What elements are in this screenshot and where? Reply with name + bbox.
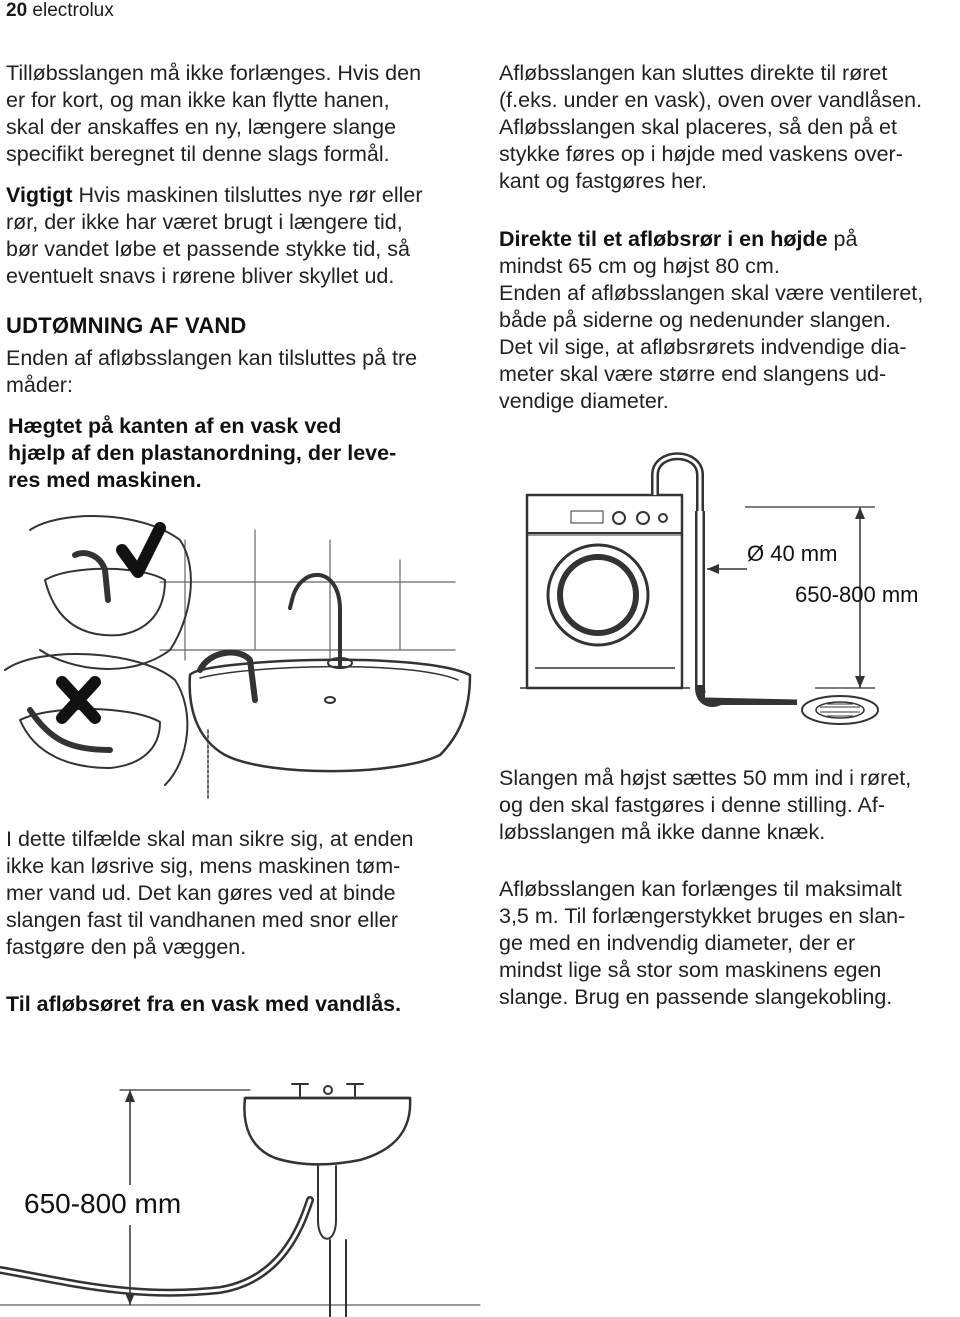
drain-pipe: [318, 1166, 336, 1220]
washing-machine-illustration: [515, 445, 955, 745]
sink-basin: [244, 1098, 410, 1164]
machine-height-label: 650-800 mm: [795, 582, 919, 607]
cross-icon: [62, 682, 95, 718]
section-heading: UDTØMNING AF VAND: [6, 313, 247, 338]
page-header: [6, 0, 114, 22]
secure-hose-paragraph: I dette tilfælde skal man sikre sig, at enden ikke kan løsrive sig, mens maskinen tøm- mer vand ud. Det kan gøres ved at binde slangen fast til vandhanen med snor eller fastgøre den på væggen.: [6, 827, 414, 959]
method-two-heading: Til afløbsøret fra en vask med vandlås.: [6, 992, 402, 1016]
brand-name: electrolux: [32, 0, 114, 21]
important-label: Vigtigt: [6, 183, 73, 207]
floor-drain: [802, 696, 878, 724]
sink-height-label: 650-800 mm: [24, 1188, 182, 1219]
page-number: 20: [6, 0, 28, 21]
method-one-heading: Hægtet på kanten af en vask ved hjælp af den plastanordning, der leve- res med maskinen.: [8, 414, 397, 492]
sink-trap-illustration: [0, 1070, 480, 1317]
correct-inset: [30, 516, 191, 669]
faucet: [290, 575, 340, 665]
insertion-depth-paragraph: Slangen må højst sættes 50 mm ind i røret, og den skal fastgøres i denne stilling. Af- løbsslangen må ikke danne knæk.: [499, 766, 912, 844]
method-three-heading: Direkte til et afløbsrør i en højde: [499, 227, 828, 251]
drain-hose-loop: [655, 456, 700, 511]
drain-intro-paragraph: Enden af afløbsslangen kan tilsluttes på tre måder:: [6, 346, 418, 397]
important-note: Vigtigt Hvis maskinen tilsluttes nye rør eller rør, der ikke har været brugt i længere tid, bør vandet løbe et passende stykke tid, så eventuelt snavs i rørene bliver skyllet ud.: [6, 183, 423, 288]
drain-hole: [325, 697, 335, 703]
wall-tiles: [160, 530, 455, 660]
sink-hook-illustration: [0, 500, 480, 800]
checkmark-icon: [122, 528, 160, 572]
method-three-paragraph: Direkte til et afløbsrør i en højde på mindst 65 cm og højst 80 cm. Enden af afløbsslangen skal være ventileret, både på siderne og nedenunder slangen. Det vil sige, at afløbsrørets indvendige dia- meter skal være større end slangens ud- vendige diameter.: [499, 227, 924, 413]
hose-extension-max-paragraph: Afløbsslangen kan forlænges til maksimalt 3,5 m. Til forlængerstykket bruges en slan- ge med en indvendig diameter, der er mindst lige så stor som maskinens egen slange. Brug en passende slangekobling.: [499, 877, 906, 1009]
sink-basin: [190, 660, 470, 771]
hose-extension-paragraph: Tilløbsslangen må ikke forlænges. Hvis den er for kort, og man ikke kan flytte hanen, skal der anskaffes en ny, længere slange specifikt beregnet til denne slags formål.: [6, 61, 422, 166]
washing-machine: [527, 495, 682, 688]
diameter-label: Ø 40 mm: [747, 541, 838, 566]
direct-connection-paragraph: Afløbsslangen kan sluttes direkte til røret (f.eks. under en vask), oven over vandlåsen. Afløbsslangen skal placeres, så den på et stykke føres op i højde med vaskens over- kant og fastgøres her.: [499, 61, 923, 193]
standpipe: [700, 511, 797, 702]
